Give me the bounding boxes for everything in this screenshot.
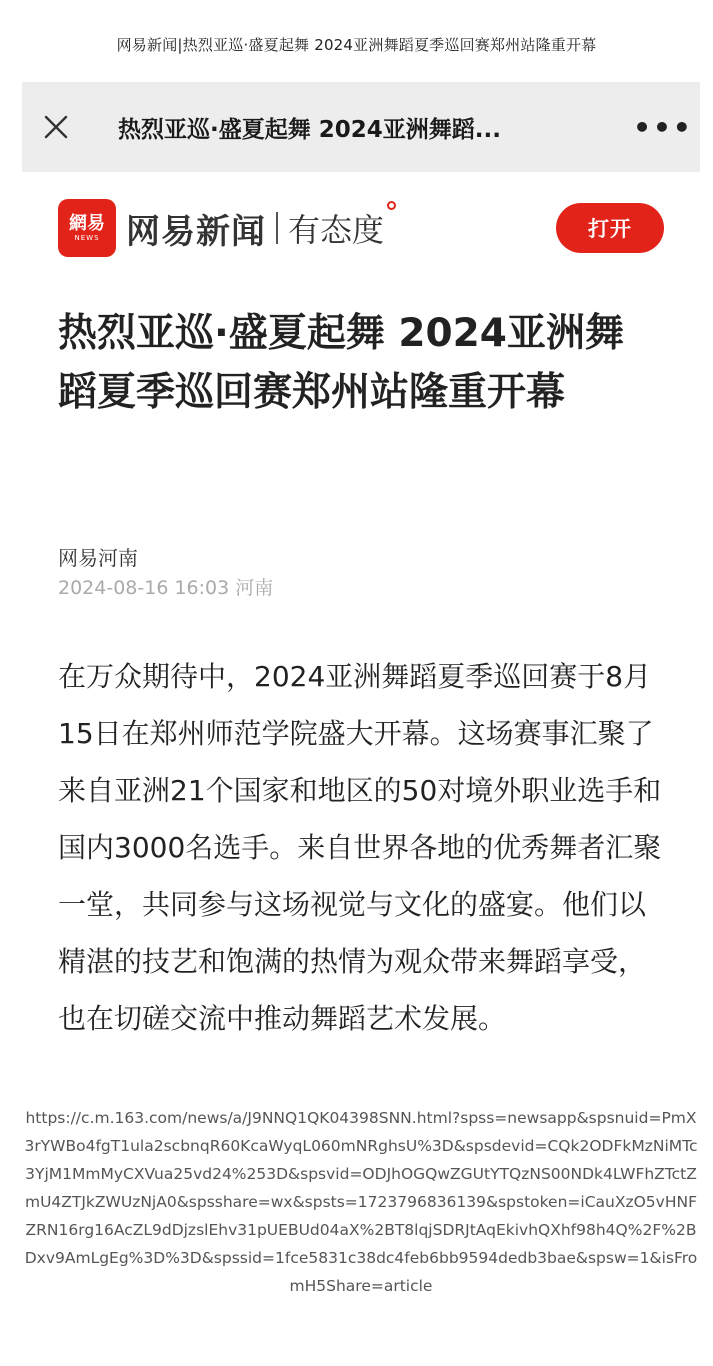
share-url[interactable]: https://c.m.163.com/news/a/J9NNQ1QK04398SNN.html?spss=newsapp&spsnuid=PmX3rYWBo4fgT1ula2scbnqR60KcaWyqL060mNRghsU%3D&spsdevid=CQk2ODFkMzNiMTc3YjM1MmMyCXVua25vd24%253D&spsvid=ODJhOGQwZGUtYTQzNS00NDk4LWFhZTctZmU4ZTJkZWUzNjA0&spsshare=wx&spsts=1723796836139&spstoken=iCauXzO5vHNFZRN16rg16AcZL9dDjzslEhv31pUEBUd04aX%2BT8lqjSDRJtAqEkivhQXhf98h4Q%2F%2BDxv9AmLgEg%3D%3D&spssid=1fce5831c38dc4feb6bb9594dedb3bae&spsw=1&isFromH5Share=article bbox=[24, 1109, 698, 1295]
more-icon: ••• bbox=[633, 110, 693, 144]
article-meta: 2024-08-16 16:03 河南 bbox=[58, 577, 274, 599]
logo-subtext: NEWS bbox=[74, 233, 100, 242]
article-title: 热烈亚巡·盛夏起舞 2024亚洲舞蹈夏季巡回赛郑州站隆重开幕 bbox=[58, 311, 624, 415]
brand-divider bbox=[276, 212, 278, 244]
brand-bar bbox=[58, 198, 664, 258]
page-caption: 网易新闻|热烈亚巡·盛夏起舞 2024亚洲舞蹈夏季巡回赛郑州站隆重开幕 bbox=[116, 36, 597, 54]
title-bar bbox=[22, 82, 700, 172]
close-button[interactable] bbox=[22, 82, 90, 172]
article-source[interactable]: 网易河南 bbox=[58, 546, 138, 570]
more-button[interactable] bbox=[626, 82, 700, 172]
open-app-button[interactable]: 打开 bbox=[556, 203, 664, 253]
close-icon bbox=[43, 114, 69, 140]
slogan-dot-icon bbox=[387, 201, 396, 210]
netease-news-logo bbox=[58, 199, 116, 257]
logo-text: 網易 bbox=[69, 212, 105, 234]
titlebar-title: 热烈亚巡·盛夏起舞 2024亚洲舞蹈... bbox=[118, 116, 501, 143]
brand-slogan-text: 有态度 bbox=[288, 211, 385, 249]
article-body: 在万众期待中，2024亚洲舞蹈夏季巡回赛于8月15日在郑州师范学院盛大开幕。这场赛事汇聚了来自亚洲21个国家和地区的50对境外职业选手和国内3000名选手。来自世界各地的优秀舞者汇聚一堂，共同参与这场视觉与文化的盛宴。他们以精湛的技艺和饱满的热情为观众带来舞蹈享受，也在切磋交流中推动舞蹈艺术发展。 bbox=[58, 660, 662, 1035]
brand-name: 网易新闻 bbox=[126, 211, 266, 252]
brand-slogan bbox=[288, 205, 384, 251]
